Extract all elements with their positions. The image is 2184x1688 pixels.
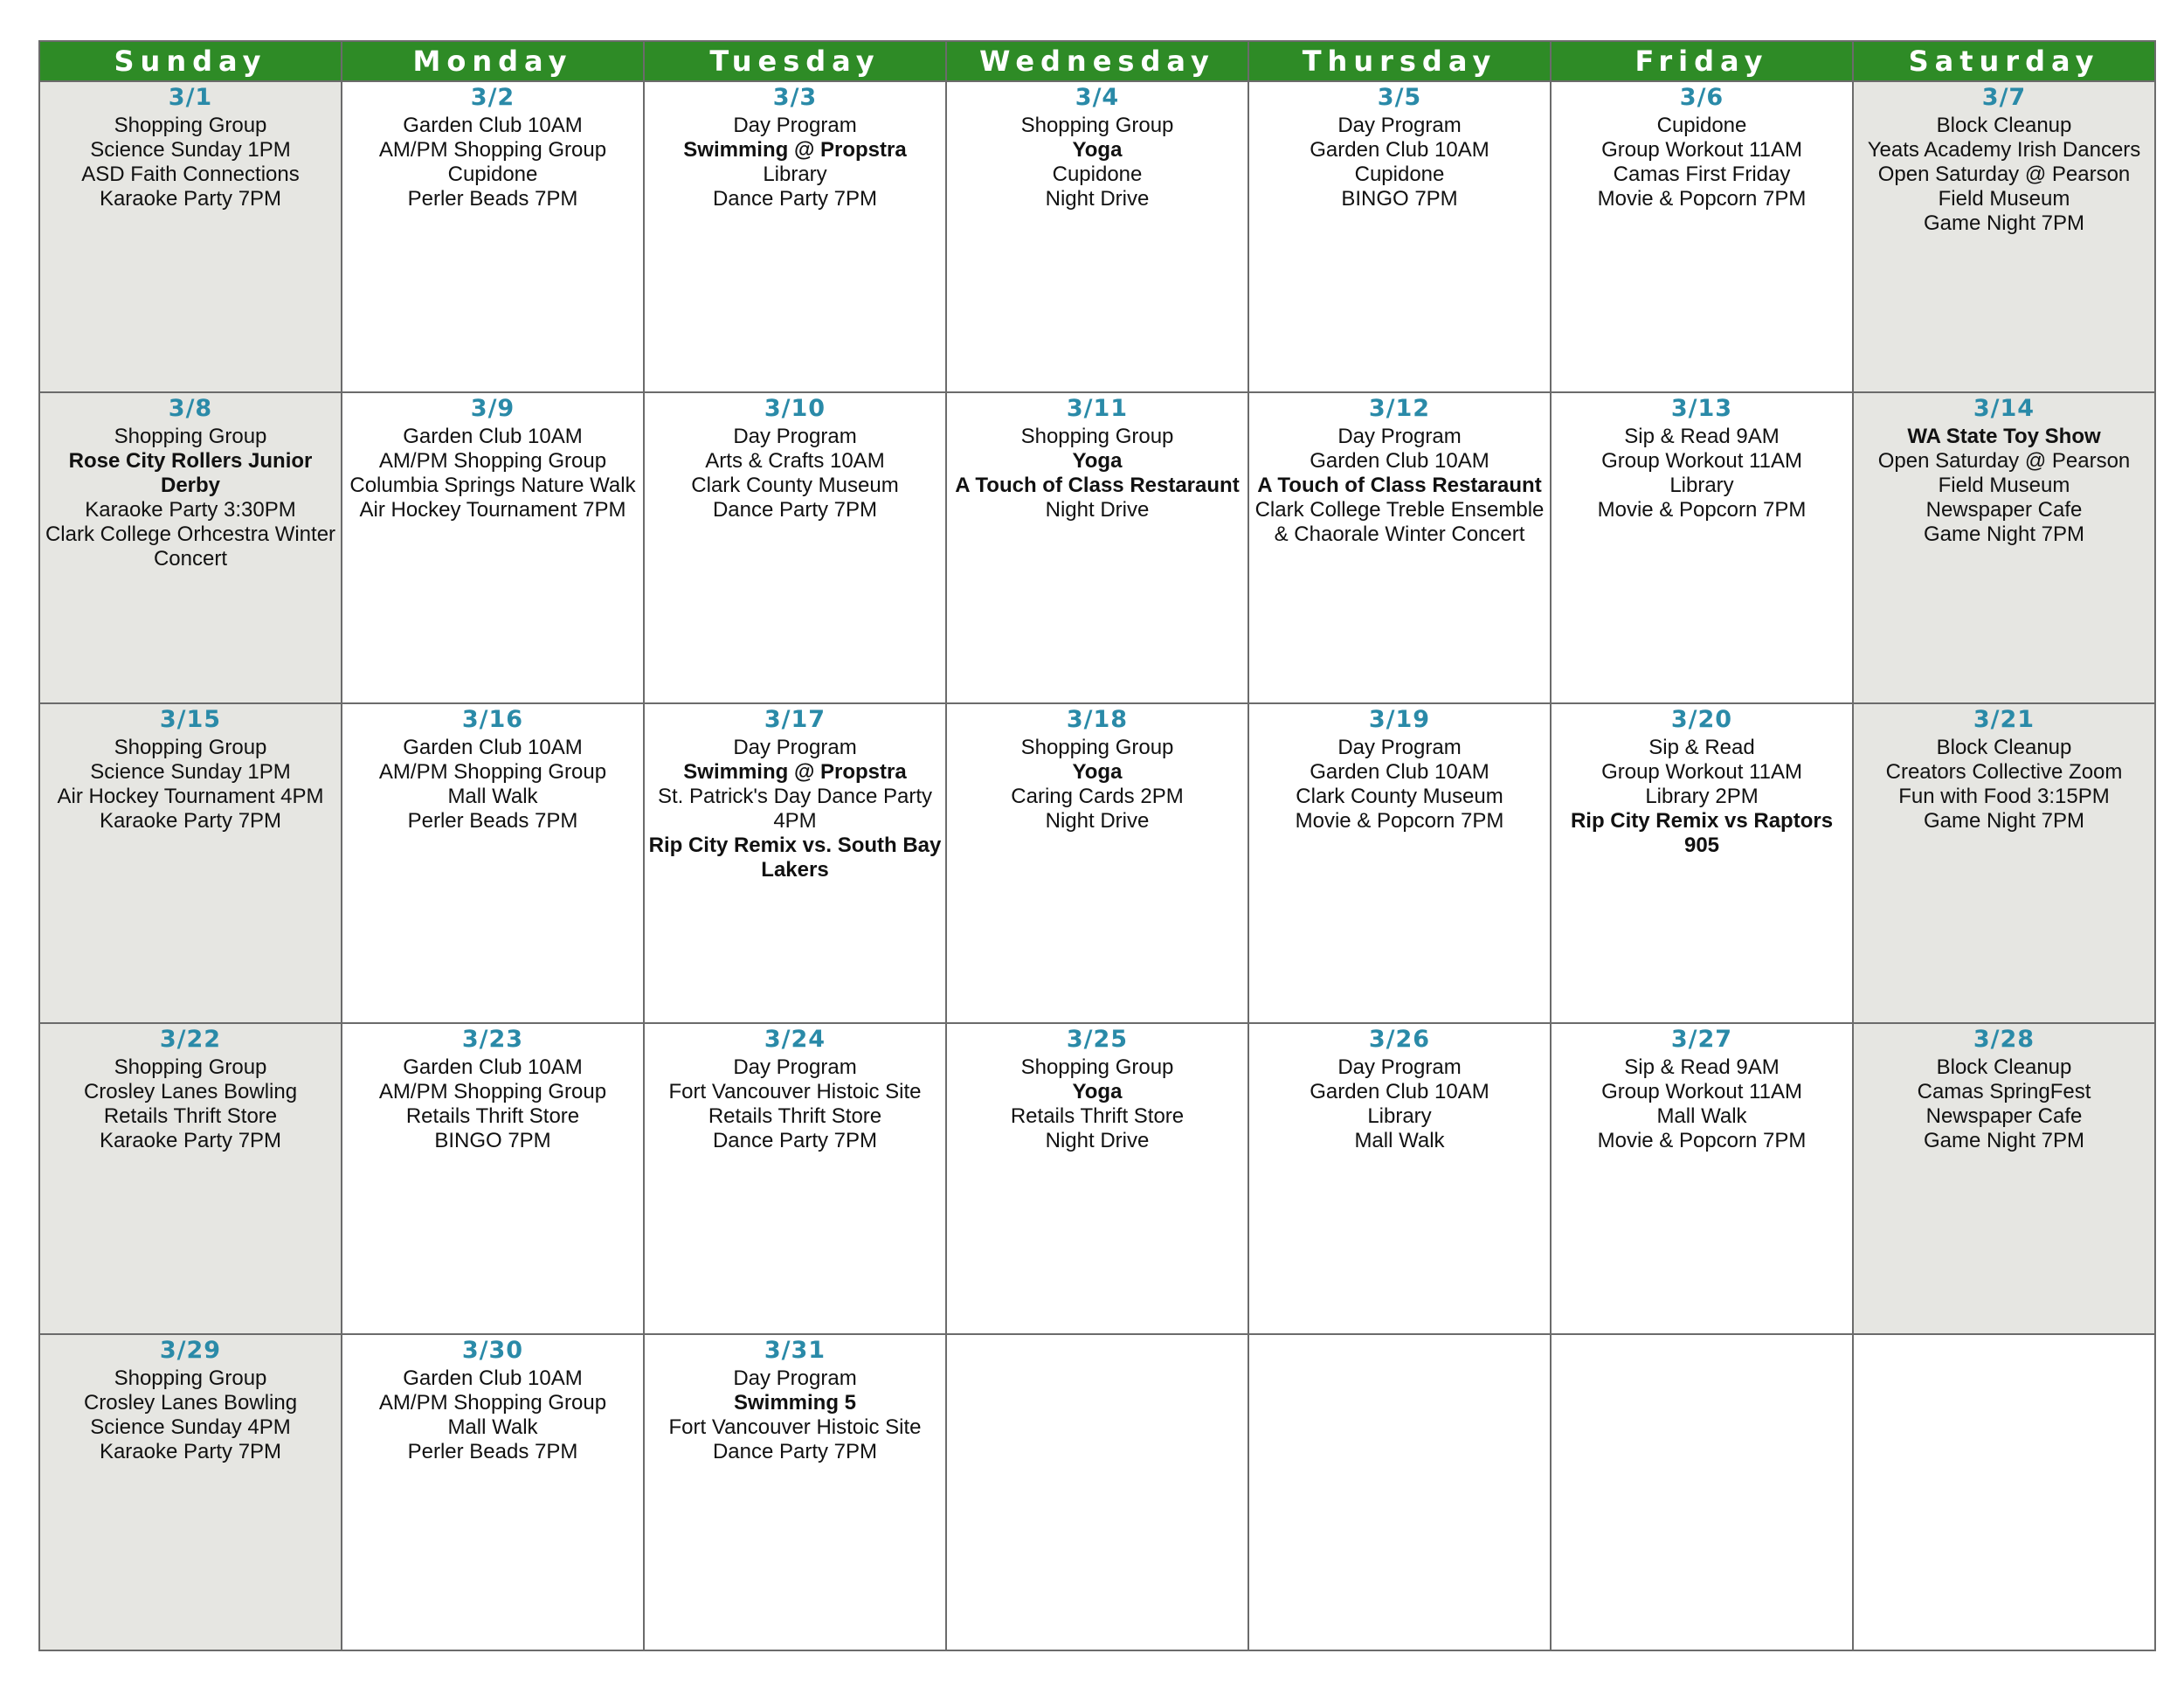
day-date: 3/24 xyxy=(764,1026,826,1053)
event-item: Perler Beads 7PM xyxy=(407,1440,578,1463)
event-item: Night Drive xyxy=(1045,498,1150,522)
event-list xyxy=(1552,114,1852,211)
empty-day-cell xyxy=(1551,1334,1853,1650)
day-cell xyxy=(1853,392,2155,703)
empty-day-cell xyxy=(1853,1334,2155,1650)
event-item: ASD Faith Connections xyxy=(81,163,300,186)
weekday-header-tuesday: Tuesday xyxy=(644,41,946,81)
event-item: Movie & Popcorn 7PM xyxy=(1597,1129,1807,1152)
day-cell xyxy=(1551,392,1853,703)
event-item: A Touch of Class Restaraunt xyxy=(955,474,1240,497)
day-date: 3/18 xyxy=(1066,706,1129,733)
day-date: 3/3 xyxy=(772,84,818,111)
day-date: 3/17 xyxy=(764,706,826,733)
event-item: Group Workout 11AM xyxy=(1601,1080,1802,1103)
day-cell xyxy=(39,392,342,703)
day-cell xyxy=(1853,81,2155,392)
event-item: Camas First Friday xyxy=(1613,163,1791,186)
day-cell xyxy=(342,81,644,392)
event-item: Dance Party 7PM xyxy=(712,1129,878,1152)
event-item: Fun with Food 3:15PM xyxy=(1898,785,2110,808)
day-date: 3/31 xyxy=(764,1337,826,1364)
event-item: Swimming @ Propstra xyxy=(683,760,907,784)
event-item: Day Program xyxy=(1337,114,1462,137)
day-date: 3/1 xyxy=(168,84,213,111)
event-item: Library xyxy=(1367,1104,1432,1128)
event-item: Game Night 7PM xyxy=(1923,522,2085,546)
event-list xyxy=(645,1055,945,1153)
event-list xyxy=(1249,114,1550,211)
event-list xyxy=(1854,425,2154,547)
calendar-grid xyxy=(38,40,2156,1651)
event-list xyxy=(1249,425,1550,547)
event-item: Rip City Remix vs. South Bay Lakers xyxy=(648,834,942,882)
event-list xyxy=(947,114,1248,211)
event-item: Night Drive xyxy=(1045,1129,1150,1152)
event-item: Garden Club 10AM xyxy=(403,425,583,448)
empty-day-cell xyxy=(946,1334,1248,1650)
event-item: Cupidone xyxy=(1354,163,1445,186)
weekday-header-row xyxy=(39,41,2155,81)
event-item: Retails Thrift Store xyxy=(1010,1104,1185,1128)
event-item: Day Program xyxy=(1337,1055,1462,1079)
event-item: Day Program xyxy=(1337,425,1462,448)
day-cell xyxy=(1853,1023,2155,1334)
event-list xyxy=(40,425,341,571)
day-date: 3/20 xyxy=(1670,706,1733,733)
event-item: Night Drive xyxy=(1045,809,1150,833)
event-item: Rose City Rollers Junior Derby xyxy=(68,449,313,497)
day-cell xyxy=(39,703,342,1023)
event-item: Yoga xyxy=(1072,138,1123,162)
event-item: Sip & Read 9AM xyxy=(1624,425,1780,448)
event-item: AM/PM Shopping Group xyxy=(378,760,607,784)
event-list xyxy=(1552,736,1852,858)
event-item: Crosley Lanes Bowling xyxy=(83,1080,298,1103)
event-item: Library xyxy=(1669,474,1734,497)
day-cell xyxy=(342,392,644,703)
day-date: 3/10 xyxy=(764,395,826,422)
event-item: Game Night 7PM xyxy=(1923,1129,2085,1152)
day-date: 3/13 xyxy=(1670,395,1733,422)
event-item: Dance Party 7PM xyxy=(712,1440,878,1463)
event-item: BINGO 7PM xyxy=(1341,187,1458,211)
event-item: Shopping Group xyxy=(114,1366,267,1390)
event-item: Dance Party 7PM xyxy=(712,498,878,522)
day-cell xyxy=(342,1334,644,1650)
event-item: Retails Thrift Store xyxy=(103,1104,278,1128)
event-list xyxy=(342,114,643,211)
day-cell xyxy=(946,703,1248,1023)
event-item: Open Saturday @ Pearson Field Museum xyxy=(1877,449,2131,497)
event-item: Library 2PM xyxy=(1645,785,1759,808)
event-item: Garden Club 10AM xyxy=(403,1366,583,1390)
event-list xyxy=(1854,114,2154,236)
event-item: Perler Beads 7PM xyxy=(407,809,578,833)
week-row xyxy=(39,392,2155,703)
day-cell xyxy=(1853,703,2155,1023)
day-cell xyxy=(1551,81,1853,392)
day-cell xyxy=(1248,703,1551,1023)
event-list xyxy=(342,736,643,834)
event-item: Clark College Treble Ensemble & Chaorale Winter Concert xyxy=(1254,498,1545,546)
event-item: Swimming @ Propstra xyxy=(683,138,907,162)
event-item: Day Program xyxy=(1337,736,1462,759)
day-cell xyxy=(1248,392,1551,703)
weekday-header-friday: Friday xyxy=(1551,41,1853,81)
event-item: Science Sunday 1PM xyxy=(90,760,291,784)
event-item: Shopping Group xyxy=(114,736,267,759)
day-date: 3/26 xyxy=(1368,1026,1431,1053)
event-item: Garden Club 10AM xyxy=(403,736,583,759)
event-item: Rip City Remix vs Raptors 905 xyxy=(1570,809,1834,857)
day-cell xyxy=(644,81,946,392)
event-item: Garden Club 10AM xyxy=(1310,760,1489,784)
event-item: Shopping Group xyxy=(114,114,267,137)
day-cell xyxy=(1248,1023,1551,1334)
event-item: Library xyxy=(763,163,827,186)
day-cell xyxy=(1551,703,1853,1023)
day-date: 3/14 xyxy=(1973,395,2035,422)
event-item: Day Program xyxy=(733,114,857,137)
day-cell xyxy=(644,1023,946,1334)
day-date: 3/21 xyxy=(1973,706,2035,733)
event-item: Movie & Popcorn 7PM xyxy=(1597,187,1807,211)
event-list xyxy=(1854,1055,2154,1153)
weekday-header-wednesday: Wednesday xyxy=(946,41,1248,81)
event-item: Night Drive xyxy=(1045,187,1150,211)
weekday-header-sunday: Sunday xyxy=(39,41,342,81)
event-list xyxy=(947,1055,1248,1153)
event-item: Karaoke Party 7PM xyxy=(99,1440,282,1463)
event-item: AM/PM Shopping Group xyxy=(378,449,607,473)
event-item: Yoga xyxy=(1072,760,1123,784)
event-item: Perler Beads 7PM xyxy=(407,187,578,211)
event-list xyxy=(947,736,1248,834)
event-list xyxy=(645,1366,945,1464)
event-list xyxy=(342,1366,643,1464)
event-item: Block Cleanup xyxy=(1936,1055,2072,1079)
day-date: 3/22 xyxy=(159,1026,222,1053)
event-item: Day Program xyxy=(733,1055,857,1079)
weekday-header-monday: Monday xyxy=(342,41,644,81)
event-item: Block Cleanup xyxy=(1936,114,2072,137)
event-item: Cupidone xyxy=(1656,114,1747,137)
event-item: Air Hockey Tournament 7PM xyxy=(359,498,626,522)
event-item: Movie & Popcorn 7PM xyxy=(1295,809,1504,833)
event-item: Clark College Orhcestra Winter Concert xyxy=(45,522,336,571)
event-item: Block Cleanup xyxy=(1936,736,2072,759)
event-item: Clark County Museum xyxy=(691,474,899,497)
day-date: 3/6 xyxy=(1679,84,1724,111)
day-date: 3/23 xyxy=(461,1026,524,1053)
day-cell xyxy=(39,81,342,392)
day-cell xyxy=(946,81,1248,392)
event-item: Garden Club 10AM xyxy=(403,114,583,137)
event-item: Yoga xyxy=(1072,1080,1123,1103)
day-date: 3/12 xyxy=(1368,395,1431,422)
event-list xyxy=(1854,736,2154,834)
event-item: Garden Club 10AM xyxy=(1310,1080,1489,1103)
event-item: Day Program xyxy=(733,1366,857,1390)
day-cell xyxy=(39,1023,342,1334)
day-date: 3/7 xyxy=(1981,84,2027,111)
event-item: Game Night 7PM xyxy=(1923,211,2085,235)
day-date: 3/8 xyxy=(168,395,213,422)
day-cell xyxy=(644,392,946,703)
event-list xyxy=(1249,736,1550,834)
event-item: Movie & Popcorn 7PM xyxy=(1597,498,1807,522)
weekday-header-thursday: Thursday xyxy=(1248,41,1551,81)
day-cell xyxy=(342,1023,644,1334)
event-item: Newspaper Cafe xyxy=(1925,1104,2083,1128)
event-item: Garden Club 10AM xyxy=(1310,138,1489,162)
event-item: Group Workout 11AM xyxy=(1601,138,1802,162)
event-list xyxy=(40,114,341,211)
event-item: Shopping Group xyxy=(1020,1055,1174,1079)
event-item: Fort Vancouver Histoic Site xyxy=(668,1080,922,1103)
event-item: Air Hockey Tournament 4PM xyxy=(57,785,324,808)
event-item: Karaoke Party 7PM xyxy=(99,187,282,211)
event-item: Garden Club 10AM xyxy=(1310,449,1489,473)
event-list xyxy=(342,425,643,522)
event-list xyxy=(645,425,945,522)
event-item: Dance Party 7PM xyxy=(712,187,878,211)
day-date: 3/27 xyxy=(1670,1026,1733,1053)
event-item: Mall Walk xyxy=(447,785,538,808)
day-date: 3/30 xyxy=(461,1337,524,1364)
event-item: Cupidone xyxy=(447,163,538,186)
event-item: Shopping Group xyxy=(1020,425,1174,448)
day-date: 3/28 xyxy=(1973,1026,2035,1053)
day-date: 3/29 xyxy=(159,1337,222,1364)
week-row xyxy=(39,1023,2155,1334)
event-item: Science Sunday 4PM xyxy=(90,1415,291,1439)
event-item: Mall Walk xyxy=(1354,1129,1445,1152)
event-item: Camas SpringFest xyxy=(1917,1080,2091,1103)
event-item: Newspaper Cafe xyxy=(1925,498,2083,522)
event-item: Clark County Museum xyxy=(1296,785,1503,808)
event-item: Science Sunday 1PM xyxy=(90,138,291,162)
event-item: Mall Walk xyxy=(1656,1104,1747,1128)
day-cell xyxy=(342,703,644,1023)
calendar-body xyxy=(39,81,2155,1650)
event-item: Swimming 5 xyxy=(733,1391,857,1415)
day-cell xyxy=(1551,1023,1853,1334)
event-item: Caring Cards 2PM xyxy=(1011,785,1184,808)
weekday-header-saturday: Saturday xyxy=(1853,41,2155,81)
event-item: Shopping Group xyxy=(114,425,267,448)
day-date: 3/16 xyxy=(461,706,524,733)
event-item: Arts & Crafts 10AM xyxy=(705,449,885,473)
day-date: 3/2 xyxy=(470,84,515,111)
event-item: St. Patrick's Day Dance Party 4PM xyxy=(657,785,932,833)
event-item: Karaoke Party 3:30PM xyxy=(85,498,296,522)
day-date: 3/11 xyxy=(1066,395,1129,422)
event-item: Group Workout 11AM xyxy=(1601,760,1802,784)
event-item: Sip & Read xyxy=(1648,736,1755,759)
day-cell xyxy=(644,1334,946,1650)
day-cell xyxy=(946,392,1248,703)
event-item: Yeats Academy Irish Dancers xyxy=(1867,138,2141,162)
day-cell xyxy=(39,1334,342,1650)
day-cell xyxy=(1248,81,1551,392)
event-item: Retails Thrift Store xyxy=(405,1104,580,1128)
week-row xyxy=(39,703,2155,1023)
event-list xyxy=(40,1366,341,1464)
event-list xyxy=(1552,1055,1852,1153)
event-item: Open Saturday @ Pearson Field Museum xyxy=(1877,163,2131,211)
event-item: Crosley Lanes Bowling xyxy=(83,1391,298,1415)
event-item: WA State Toy Show xyxy=(1907,425,2101,448)
event-item: Shopping Group xyxy=(114,1055,267,1079)
event-item: Group Workout 11AM xyxy=(1601,449,1802,473)
event-item: Shopping Group xyxy=(1020,114,1174,137)
day-date: 3/5 xyxy=(1377,84,1422,111)
event-list xyxy=(645,736,945,882)
event-list xyxy=(1249,1055,1550,1153)
event-item: AM/PM Shopping Group xyxy=(378,1391,607,1415)
event-item: Karaoke Party 7PM xyxy=(99,1129,282,1152)
day-cell xyxy=(644,703,946,1023)
day-date: 3/19 xyxy=(1368,706,1431,733)
event-item: Fort Vancouver Histoic Site xyxy=(668,1415,922,1439)
event-list xyxy=(40,1055,341,1153)
event-list xyxy=(342,1055,643,1153)
event-item: Day Program xyxy=(733,425,857,448)
event-item: Cupidone xyxy=(1052,163,1143,186)
week-row xyxy=(39,81,2155,392)
event-item: Sip & Read 9AM xyxy=(1624,1055,1780,1079)
event-item: AM/PM Shopping Group xyxy=(378,1080,607,1103)
event-item: Garden Club 10AM xyxy=(403,1055,583,1079)
day-date: 3/9 xyxy=(470,395,515,422)
event-item: Yoga xyxy=(1072,449,1123,473)
event-item: Karaoke Party 7PM xyxy=(99,809,282,833)
day-date: 3/25 xyxy=(1066,1026,1129,1053)
event-item: BINGO 7PM xyxy=(434,1129,551,1152)
day-date: 3/4 xyxy=(1075,84,1120,111)
day-cell xyxy=(946,1023,1248,1334)
event-list xyxy=(40,736,341,834)
event-list xyxy=(947,425,1248,522)
event-list xyxy=(645,114,945,211)
day-date: 3/15 xyxy=(159,706,222,733)
event-item: Columbia Springs Nature Walk xyxy=(349,474,636,497)
empty-day-cell xyxy=(1248,1334,1551,1650)
event-item: AM/PM Shopping Group xyxy=(378,138,607,162)
event-item: Shopping Group xyxy=(1020,736,1174,759)
event-item: Game Night 7PM xyxy=(1923,809,2085,833)
week-row xyxy=(39,1334,2155,1650)
event-item: Retails Thrift Store xyxy=(708,1104,882,1128)
event-list xyxy=(1552,425,1852,522)
event-item: Mall Walk xyxy=(447,1415,538,1439)
event-item: Day Program xyxy=(733,736,857,759)
event-item: A Touch of Class Restaraunt xyxy=(1257,474,1542,497)
event-item: Creators Collective Zoom xyxy=(1885,760,2123,784)
